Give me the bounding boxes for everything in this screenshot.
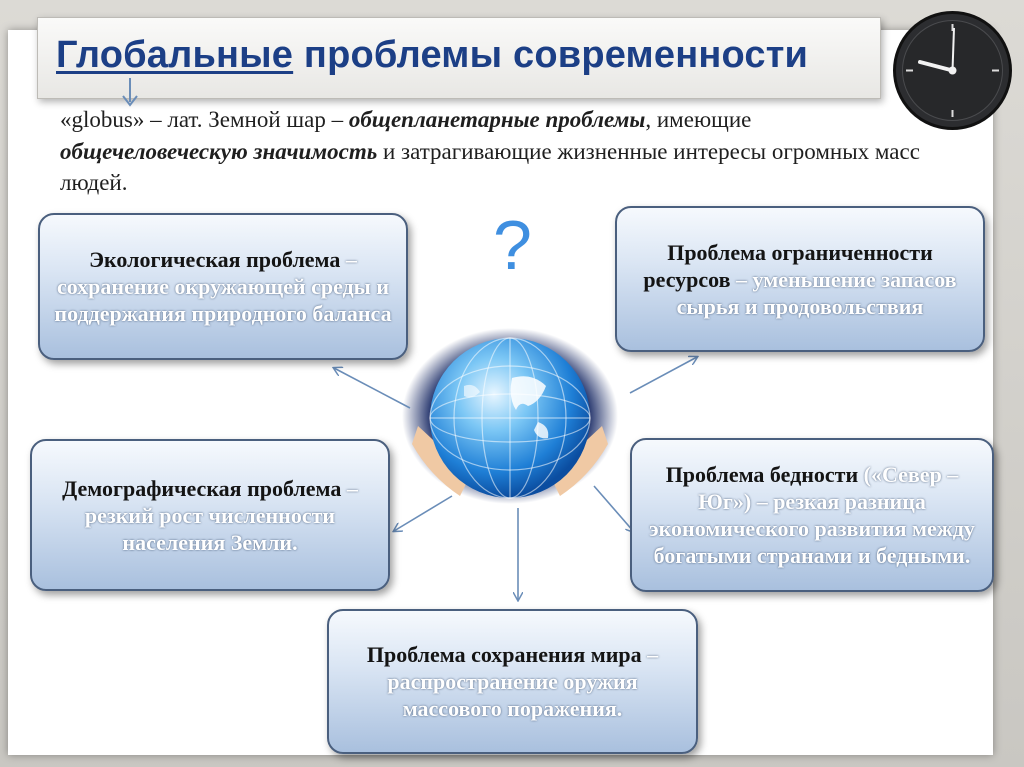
- problem-description: («Север – Юг») – резкая разница экономического развития между богатыми странами и бедными.: [649, 462, 975, 568]
- problem-heading: Проблема бедности: [665, 462, 859, 487]
- title-underlined-word: Глобальные: [56, 34, 294, 76]
- question-mark: ?: [493, 206, 532, 284]
- intro-part-2: , имеющие: [645, 107, 752, 132]
- problem-heading: Демографическая проблема: [62, 475, 342, 501]
- problem-heading: Проблема сохранения мира: [366, 642, 642, 667]
- problem-description: – уменьшение запасов сырья и продовольствия: [676, 266, 957, 319]
- intro-part-1: «globus» – лат. Земной шар –: [60, 107, 349, 132]
- problem-box-poverty: [630, 438, 994, 592]
- problem-description: – резкий рост численности населения Земли.: [84, 475, 358, 555]
- intro-term-2: общечеловеческую значимость: [60, 138, 378, 164]
- problem-box-resources: [615, 206, 985, 352]
- problem-box-demography: [30, 439, 390, 591]
- problem-heading: Проблема ограниченности ресурсов: [643, 239, 933, 292]
- title-rest: проблемы современности: [293, 34, 809, 76]
- problem-box-peace: [327, 609, 698, 754]
- problem-description: – распространение оружия массового поражения.: [387, 642, 659, 721]
- intro-part-3: и затрагивающие жизненные интересы огромных масс людей.: [60, 138, 920, 195]
- problem-description: – сохранение окружающей среды и поддержания природного баланса: [54, 247, 392, 326]
- intro-term-1: общепланетарные проблемы: [348, 107, 646, 132]
- problem-heading: Экологическая проблема: [89, 247, 341, 272]
- problem-box-ecology: [38, 213, 408, 360]
